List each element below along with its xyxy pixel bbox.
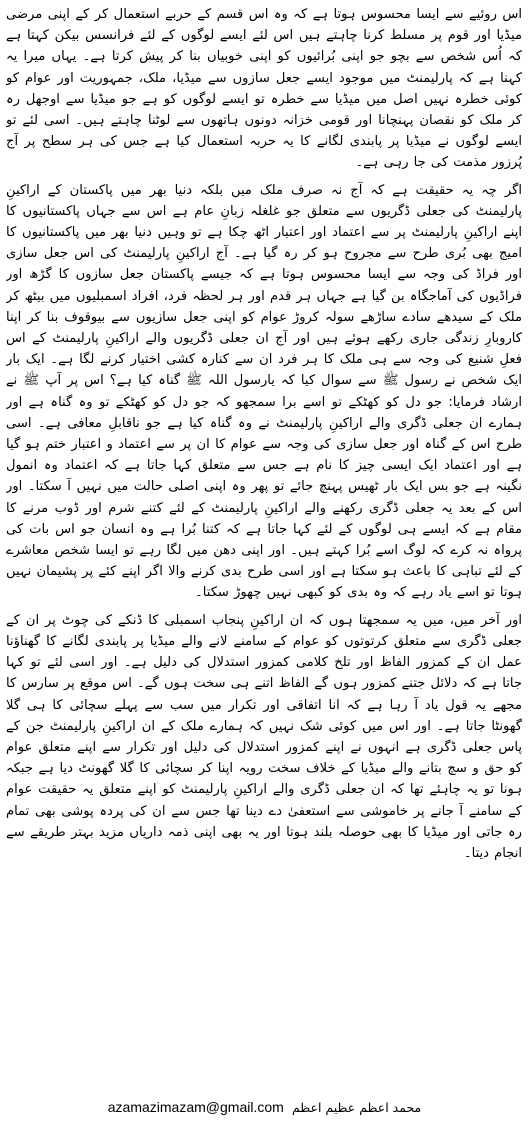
article-body <box>6 4 522 1090</box>
paragraph-3: اور آخر میں، میں یہ سمجھتا ہوں کہ ان اراکینِ پنجاب اسمبلی کا ڈنکے کی چوٹ پر ان کے جعلی ڈگری سے متعلق کرتوتوں کو عوام کے سامنے لانے والے میڈیا پر پابندی لگانے کا گھناؤنا عمل ان کے کمزور الفاظ اور تلخ کلامی کمزور استدلال کی دلیل ہے۔ اور اسی لئے تو کہا جاتا ہے کہ دلائل جتنے کمزور ہوں گے الفاظ اتنے ہی سخت ہوں گے۔ اس موقع پر سارس کا مجھے یہ قول یاد آ رہا ہے کہ انا اتفاقی اور تکرار میں سب سے پہلے سچائی کا ہی گلا گھونٹا جاتا ہے۔ اور اس میں کوئی شک نہیں کہ ہمارے ملک کے ان اراکینِ پارلیمنٹ جن کے پاس جعلی ڈگری ہے انہوں نے اپنے کمزور استدلال کی دلیل اور تکرار سے اپنے متعلق عوام کو حق و سچ بتانے والے میڈیا کے خلاف سخت رویہ اپنا کر سچائی کا گلا گھونٹ دیا ہے جبکہ ہونا تو یہ چاہئے تھا کہ ان جعلی ڈگری والے اراکینِ پارلیمنٹ کو اپنے متعلق یہ حقیقت عوام کے سامنے آ جانے پر خاموشی سے استعفیٰ دے دینا تھا جس سے ان کی پردہ پوشی بھی تمام رہ جاتی اور میڈیا کا بھی حوصلہ بلند ہوتا اور یہ بھی اپنی ذمہ داریاں مزید بہتر طریقے سے انجام دیتا۔ <box>6 612 522 861</box>
paragraph-1: اس روئیے سے ایسا محسوس ہوتا ہے کہ وہ اس قسم کے حربے استعمال کر کے اپنی مرضی میڈیا اور قوم پر مسلط کرنا چاہتے ہیں اس لئے ایسے لوگوں کے لئے فرانسس بیکن کہتا ہے کہ اُس شخص سے بچو جو اپنی بُرائیوں کو اپنی خوبیاں بنا کر پیش کرتا ہے۔ یہاں میرا یہ کہنا ہے کہ پارلیمنٹ میں موجود ایسے جعل سازوں سے میڈیا، ملک، جمہوریت اور عوام کو کوئی خطرہ نہیں اصل میں میڈیا سے خطرہ تو ایسے لوگوں کو ہے جو میڈیا سے اوجھل رہ کر ملک کو نقصان پہنچانا اور قومی خزانہ دونوں ہاتھوں سے لوٹنا چاہتے ہیں۔ اسی لئے تو ایسے لوگوں نے میڈیا پر پابندی لگانے کا یہ حربہ استعمال کیا ہے جس کی ہر سطح پر آج پُرزور مذمت کی جا رہی ہے۔ <box>6 7 522 171</box>
author-name: محمد اعظم عظیم اعظم <box>291 1100 422 1115</box>
paragraph-2: اگر چہ یہ حقیقت ہے کہ آج نہ صرف ملک میں بلکہ دنیا بھر میں پاکستان کے اراکینِ پارلیمنٹ کی جعلی ڈگریوں سے متعلق جو غلغلہ زبانِ عام ہے اس سے جہاں پاکستانیوں کا اپنے اراکینِ پارلیمنٹ پر سے اعتماد اور اعتبار اٹھ چکا ہے تو وہیں دنیا بھر میں پاکستانیوں کا امیج بھی بُری طرح سے مجروح ہو کر رہ گیا ہے۔ آج اراکینِ پارلیمنٹ کی اس جعل سازی اور فراڈ کی وجہ سے ایسا محسوس ہوتا ہے کہ جیسے پاکستان جعل سازوں کا گڑھ اور فراڈیوں کی آماجگاہ بن گیا ہے جہاں ہر قدم اور ہر لحظہ فرد، افراد اسمبلیوں میں بیٹھ کر ملک کے سیدھے سادے ساڑھے سولہ کروڑ عوام کو اپنی جعل سازیوں سے بیوقوف بنا کر اپنا کاروبارِ زندگی جاری رکھے ہوئے ہیں اور آج ان جعلی ڈگریوں والے اراکینِ پارلیمنٹ کے اس فعلِ شنیع کی وجہ سے ہی ملک کا ہر فرد ان سے کنارہ کشی اختیار کرنے لگا ہے۔ ایک بار ایک شخص نے رسول ﷺ سے سوال کیا کہ یارسول اللہ ﷺ گناہ کیا ہے؟ اس پر آپ ﷺ نے ارشاد فرمایا: جو دل کو کھٹکے تو اسے برا سمجھو کہ جو دل کو کھٹکے تو وہ گناہ ہے اور ہمارے ان جعلی ڈگری والے اراکینِ پارلیمنٹ نے وہ گناہ کیا ہے جو ناقابلِ معافی ہے۔ اسی طرح اس کے گناہ اور جعل سازی کی وجہ سے عوام کا ان پر سے اعتماد و اعتبار ختم ہو گیا ہے اور اعتماد ایک ایسی چیز کا نام ہے جس سے متعلق کہا جاتا ہے کہ اعتماد وہ انمول نگینہ ہے جو بس ایک بار ٹھیس پہنچ جائے تو پھر وہ اپنی اصلی حالت میں نہیں آ سکتا۔ اور اس کے بعد یہ جعلی ڈگری رکھنے والے اراکینِ پارلیمنٹ کے لئے کتنے شرم اور ڈوب مرنے کا مقام ہے کہ ایسے ہی لوگوں کے لئے کہا جاتا ہے کہ کتنا بُرا ہے وہ انسان جو اس بات کی پرواہ نہ کرے کہ لوگ اسے بُرا کہتے ہیں۔ اور اپنی دھن میں لگا رہے تو ایسا شخص معاشرے کے لئے تباہی کا باعث ہو سکتا ہے اور اسی طرح بدی کرنے والا اگر اپنے کئے پر پشیمان نہیں ہوتا تو اسے یاد رہے کہ وہ بدی کو کبھی نہیں چھوڑ سکتا۔ <box>6 182 522 601</box>
author-signature <box>0 1094 529 1120</box>
author-email: azamazimazam@gmail.com <box>107 1099 284 1115</box>
